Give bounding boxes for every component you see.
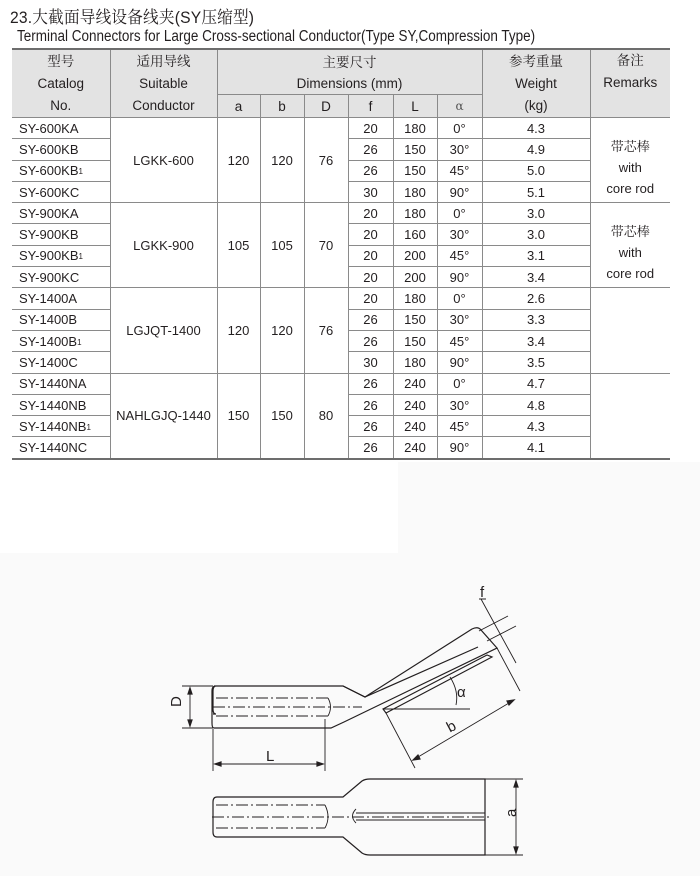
cell-dim-L: 240: [393, 437, 437, 459]
cell-dim-b: 150: [260, 373, 304, 459]
model-suffix: 1: [78, 167, 83, 177]
cell-weight: 4.3: [482, 118, 590, 139]
cell-weight: 4.9: [482, 139, 590, 160]
cell-dim-L: 240: [393, 416, 437, 437]
header-dim-alpha: α: [437, 95, 482, 118]
top-view: [182, 599, 520, 771]
bottom-view: [212, 779, 523, 855]
label-D: D: [168, 696, 185, 707]
cell-dim-f: 26: [348, 416, 393, 437]
header-weight: [482, 49, 590, 118]
b-dimension-lines: [386, 648, 520, 768]
cell-dim-L: 240: [393, 394, 437, 415]
cell-weight: 4.1: [482, 437, 590, 459]
cell-remarks: [590, 288, 670, 373]
cell-dim-f: 26: [348, 139, 393, 160]
cell-dim-alpha: 0°: [437, 288, 482, 309]
cell-dim-D: 80: [304, 373, 348, 459]
cell-dim-b: 105: [260, 203, 304, 288]
cell-remarks: [590, 373, 670, 459]
model-suffix: 1: [78, 252, 83, 262]
cell-dim-f: 30: [348, 352, 393, 373]
cell-model: [12, 139, 110, 160]
cell-weight: 3.1: [482, 245, 590, 266]
page-subtitle: Terminal Connectors for Large Cross-sectional Conductor(Type SY,Compression Type): [17, 28, 536, 45]
model-number: SY-1440NB: [19, 397, 87, 413]
cell-dim-alpha: 90°: [437, 181, 482, 202]
cell-remarks: [590, 203, 670, 288]
model-number: SY-1440NC: [19, 440, 88, 456]
model-number: SY-900KA: [19, 205, 79, 221]
cell-dim-f: 30: [348, 181, 393, 202]
cell-model: [12, 309, 110, 330]
model-number: SY-900KB: [19, 248, 79, 264]
label-L: L: [266, 748, 275, 765]
cell-dim-L: 180: [393, 203, 437, 224]
remarks-cn: 带芯棒: [610, 224, 650, 240]
cell-model: [12, 181, 110, 202]
header-remarks-cn: 备注: [616, 53, 644, 68]
cell-weight: 3.0: [482, 203, 590, 224]
cell-dim-L: 180: [393, 181, 437, 202]
cell-dim-a: 120: [217, 118, 260, 203]
remarks-en2: core rod: [606, 266, 655, 282]
cell-dim-f: 26: [348, 394, 393, 415]
cell-weight: 2.6: [482, 288, 590, 309]
cell-model: [12, 160, 110, 181]
cell-model: [12, 416, 110, 437]
cell-conductor: NAHLGJQ-1440: [110, 373, 217, 459]
model-number: SY-1400A: [19, 291, 78, 307]
alpha-arc: [450, 677, 457, 705]
cell-model: [12, 437, 110, 459]
cell-dim-L: 200: [393, 245, 437, 266]
cell-dim-L: 240: [393, 373, 437, 394]
header-remarks: [590, 49, 670, 118]
header-dim-a: a: [217, 95, 260, 118]
header-conductor: [110, 49, 217, 118]
cell-dim-alpha: 90°: [437, 352, 482, 373]
header-dim-D: D: [304, 95, 348, 118]
header-remarks-en: Remarks: [603, 75, 658, 90]
cell-dim-L: 180: [393, 352, 437, 373]
cell-dim-f: 26: [348, 437, 393, 459]
cell-dim-f: 20: [348, 118, 393, 139]
cell-model: [12, 330, 110, 351]
remarks-en1: with: [618, 160, 642, 175]
model-number: SY-1440NB: [19, 418, 87, 434]
cell-dim-f: 26: [348, 309, 393, 330]
connector-drawing: [0, 553, 700, 876]
cell-dim-f: 20: [348, 245, 393, 266]
header-model-en2: No.: [50, 97, 72, 113]
header-conductor-en2: Conductor: [132, 97, 195, 113]
D-dimension-lines: [182, 686, 213, 728]
header-weight-cn: 参考重量: [509, 53, 563, 69]
cell-model: [12, 352, 110, 373]
header-model-cn: 型号: [47, 53, 75, 69]
cell-model: [12, 203, 110, 224]
table-row: [12, 203, 670, 224]
cell-dim-f: 26: [348, 330, 393, 351]
cell-dim-L: 150: [393, 330, 437, 351]
model-number: SY-600KB: [19, 141, 79, 157]
header-dim-b: b: [260, 95, 304, 118]
cell-weight: 4.7: [482, 373, 590, 394]
cell-dim-f: 20: [348, 267, 393, 288]
cell-dim-alpha: 90°: [437, 437, 482, 459]
top-view-centerlines: [213, 698, 362, 716]
cell-dim-alpha: 30°: [437, 309, 482, 330]
cell-weight: 3.0: [482, 224, 590, 245]
cell-model: [12, 224, 110, 245]
cell-dim-f: 20: [348, 224, 393, 245]
spec-table: [12, 48, 670, 460]
bottom-view-slot: [356, 813, 485, 820]
model-number: SY-600KA: [19, 120, 79, 136]
model-number: SY-1400B: [19, 312, 78, 328]
cell-model: [12, 245, 110, 266]
table-row: [12, 373, 670, 394]
cell-dim-L: 200: [393, 267, 437, 288]
cell-dim-L: 150: [393, 309, 437, 330]
header-conductor-en1: Suitable: [139, 75, 188, 91]
header-dimensions-en: Dimensions (mm): [217, 72, 482, 95]
bottom-view-centerlines: [212, 805, 492, 828]
cell-dim-D: 76: [304, 118, 348, 203]
bottom-view-slot-end: [353, 809, 357, 823]
cell-conductor: LGJQT-1400: [110, 288, 217, 373]
cell-dim-a: 105: [217, 203, 260, 288]
label-alpha: α: [457, 684, 466, 701]
cell-dim-a: 150: [217, 373, 260, 459]
top-view-outline: [212, 628, 497, 728]
cell-dim-alpha: 45°: [437, 330, 482, 351]
model-number: SY-900KC: [19, 269, 80, 285]
cell-conductor: LGKK-600: [110, 118, 217, 203]
cell-dim-alpha: 45°: [437, 416, 482, 437]
cell-dim-L: 180: [393, 288, 437, 309]
header-dim-L: L: [393, 95, 437, 118]
cell-dim-f: 20: [348, 288, 393, 309]
model-number: SY-1440NA: [19, 376, 87, 392]
header-conductor-cn: 适用导线: [136, 53, 191, 69]
model-suffix: 1: [86, 422, 91, 432]
cell-weight: 3.4: [482, 267, 590, 288]
cell-dim-alpha: 45°: [437, 245, 482, 266]
header-dim-f: f: [348, 95, 393, 118]
cell-model: [12, 118, 110, 139]
cell-dim-b: 120: [260, 288, 304, 373]
cell-weight: 4.3: [482, 416, 590, 437]
label-a: a: [503, 808, 520, 817]
cell-dim-alpha: 30°: [437, 139, 482, 160]
label-b: b: [443, 717, 460, 737]
cell-dim-D: 76: [304, 288, 348, 373]
cell-dim-alpha: 30°: [437, 224, 482, 245]
cell-dim-L: 150: [393, 160, 437, 181]
model-number: SY-600KC: [19, 184, 80, 200]
cell-dim-f: 26: [348, 160, 393, 181]
table-row: [12, 288, 670, 309]
top-view-slot: [383, 655, 492, 713]
cell-dim-a: 120: [217, 288, 260, 373]
header-weight-en1: Weight: [515, 75, 557, 91]
model-number: SY-900KB: [19, 227, 79, 243]
cell-dim-alpha: 45°: [437, 160, 482, 181]
cell-weight: 3.5: [482, 352, 590, 373]
model-number: SY-600KB: [19, 163, 79, 179]
cell-conductor: LGKK-900: [110, 203, 217, 288]
cell-dim-L: 180: [393, 118, 437, 139]
page-title: 23.大截面导线设备线夹(SY压缩型): [10, 8, 255, 27]
cell-model: [12, 373, 110, 394]
cell-weight: 3.4: [482, 330, 590, 351]
cell-dim-D: 70: [304, 203, 348, 288]
cell-model: [12, 288, 110, 309]
cell-dim-b: 120: [260, 118, 304, 203]
table-row: [12, 118, 670, 139]
cell-weight: 4.8: [482, 394, 590, 415]
cell-dim-f: 20: [348, 203, 393, 224]
header-model-en1: Catalog: [37, 75, 85, 91]
remarks-en2: core rod: [606, 181, 655, 196]
cell-weight: 5.1: [482, 181, 590, 202]
cell-dim-alpha: 0°: [437, 203, 482, 224]
cell-remarks: [590, 118, 670, 203]
cell-model: [12, 267, 110, 288]
remarks-en1: with: [618, 245, 642, 261]
cell-model: [12, 394, 110, 415]
cell-dim-alpha: 0°: [437, 373, 482, 394]
cell-dim-alpha: 90°: [437, 267, 482, 288]
cell-weight: 5.0: [482, 160, 590, 181]
cell-dim-L: 160: [393, 224, 437, 245]
cell-dim-L: 150: [393, 139, 437, 160]
header-model: [12, 49, 110, 118]
header-dimensions-cn: 主要尺寸: [217, 49, 482, 72]
bottom-view-bore-end: [325, 805, 328, 828]
cell-dim-alpha: 0°: [437, 118, 482, 139]
cell-dim-alpha: 30°: [437, 394, 482, 415]
table-body: [12, 118, 670, 459]
remarks-cn: 带芯棒: [610, 139, 650, 154]
model-number: SY-1400B: [19, 333, 78, 349]
model-suffix: 1: [77, 337, 82, 347]
cell-weight: 3.3: [482, 309, 590, 330]
cell-dim-f: 26: [348, 373, 393, 394]
label-f: f: [480, 584, 485, 601]
model-number: SY-1400C: [19, 354, 78, 370]
header-weight-en2: (kg): [524, 97, 548, 113]
